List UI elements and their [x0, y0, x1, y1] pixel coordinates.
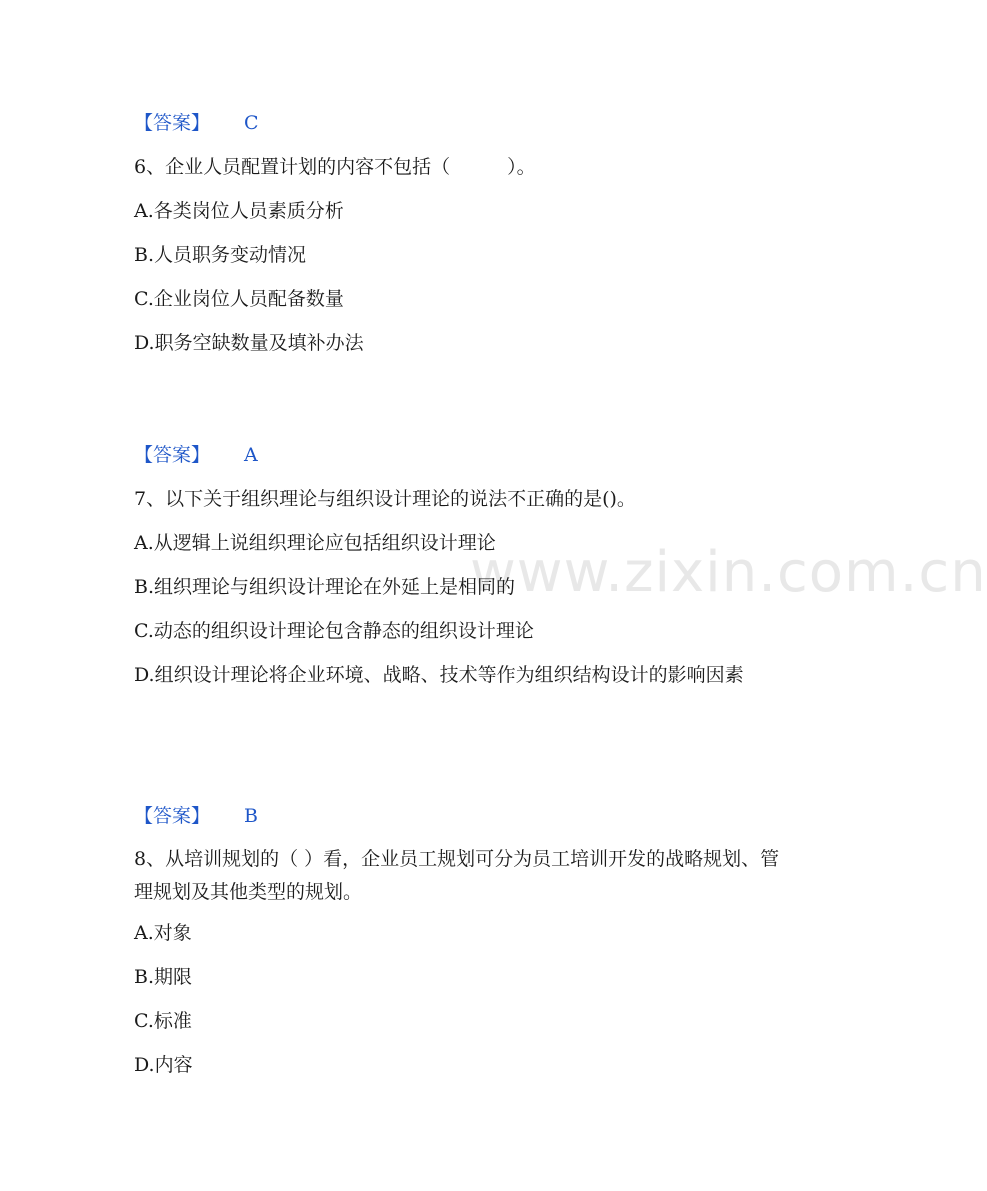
- question-8-stem: 8、从培训规划的（ ）看，企业员工规划可分为员工培训开发的战略规划、管理规划及其他类型的规划。: [134, 848, 780, 903]
- question-7-option-c: C.动态的组织设计理论包含静态的组织设计理论: [134, 620, 534, 642]
- question-6-stem: 6、企业人员配置计划的内容不包括（ ）。: [134, 156, 536, 178]
- question-6-option-d: D.职务空缺数量及填补办法: [134, 332, 364, 354]
- answer-row-2: [134, 442, 258, 468]
- question-8-option-a: A.对象: [134, 922, 192, 944]
- question-7-option-d: D.组织设计理论将企业环境、战略、技术等作为组织结构设计的影响因素: [134, 664, 744, 686]
- question-6-option-b: B.人员职务变动情况: [134, 244, 307, 266]
- question-6-option-a: A.各类岗位人员素质分析: [134, 200, 344, 222]
- question-8-option-c: C.标准: [134, 1010, 192, 1032]
- answer-value: B: [244, 805, 258, 827]
- question-8-option-d: D.内容: [134, 1054, 193, 1076]
- question-7-stem: 7、以下关于组织理论与组织设计理论的说法不正确的是()。: [134, 488, 636, 510]
- answer-label: 【答案】: [134, 112, 211, 134]
- answer-row-1: [134, 110, 259, 136]
- question-7-option-b: B.组织理论与组织设计理论在外延上是相同的: [134, 576, 516, 598]
- question-8-option-b: B.期限: [134, 966, 193, 988]
- answer-value: A: [244, 444, 258, 466]
- answer-row-3: [134, 803, 258, 829]
- watermark: www.zixin.com.cn: [470, 540, 987, 605]
- question-6-option-c: C.企业岗位人员配备数量: [134, 288, 344, 310]
- answer-label: 【答案】: [134, 805, 211, 827]
- answer-value: C: [244, 112, 259, 134]
- question-7-option-a: A.从逻辑上说组织理论应包括组织设计理论: [134, 532, 496, 554]
- answer-label: 【答案】: [134, 444, 211, 466]
